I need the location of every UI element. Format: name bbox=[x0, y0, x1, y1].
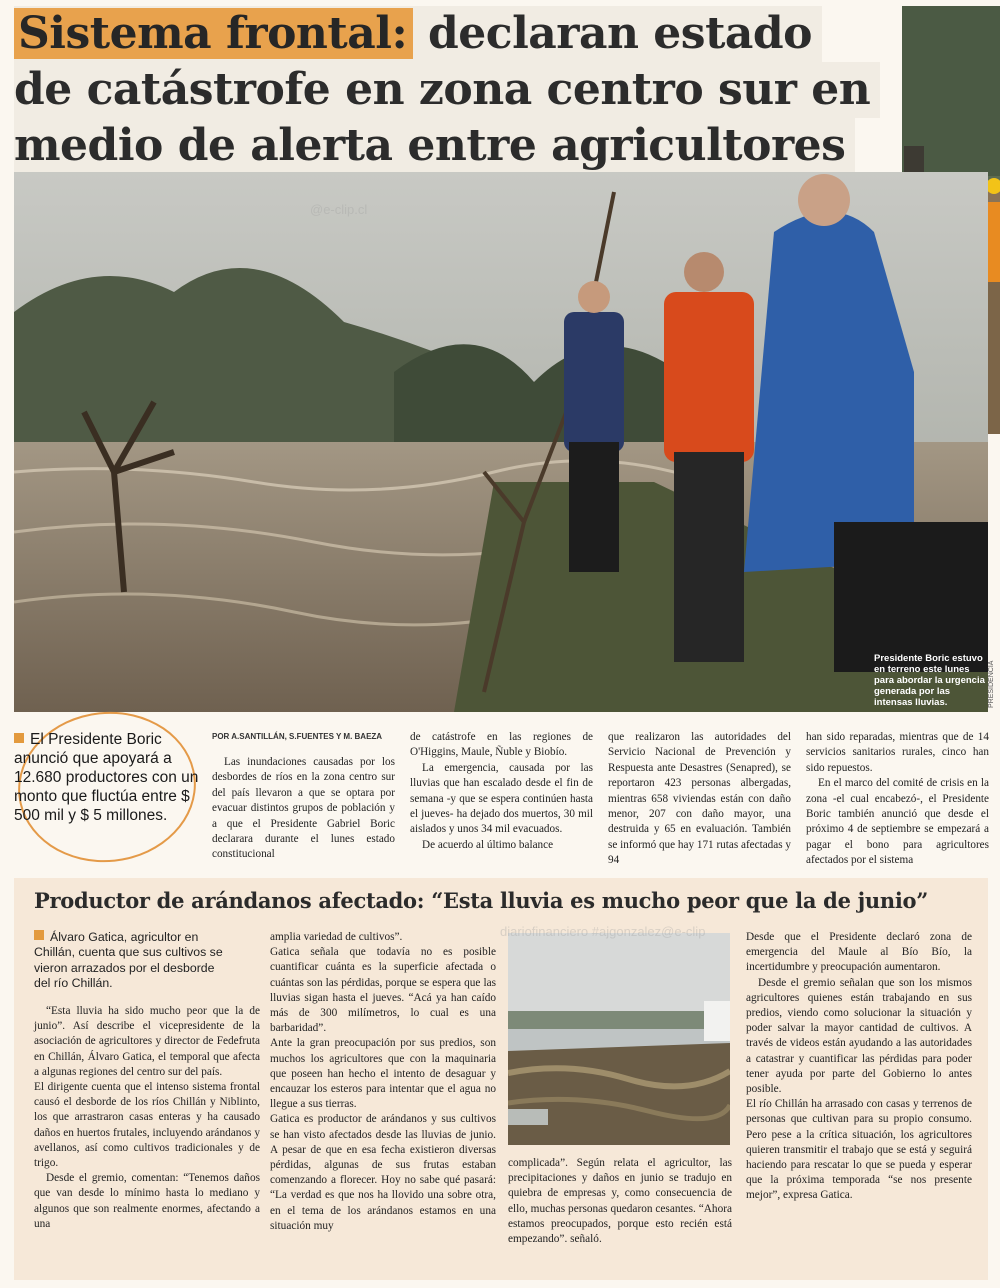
box-paragraph: Desde que el Presidente declaró zona de emergencia del Maule al Bío Bío, la incertidumbre y preocupación aumentaron. bbox=[746, 931, 972, 974]
box-col-3 bbox=[508, 1156, 732, 1247]
main-photo-illustration bbox=[14, 172, 988, 712]
photo-caption: Presidente Boric estuvo en terreno este lunes para abordar la urgencia generada por las intensas lluvias. bbox=[874, 653, 985, 708]
article-paragraph: de catástrofe en las regiones de O'Higgins, Maule, Ñuble y Biobío. bbox=[410, 731, 593, 759]
box-bullet bbox=[34, 930, 44, 940]
headline-line-1 bbox=[14, 6, 822, 62]
lead-bullet bbox=[14, 733, 24, 743]
headline-kicker: Sistema frontal: bbox=[14, 8, 413, 59]
byline: POR A.SANTILLÁN, S.FUENTES Y M. BAEZA bbox=[212, 732, 383, 741]
article-col-4 bbox=[806, 730, 989, 869]
box-paragraph: complicada”. Según relata el agricultor, las precipitaciones y daños en junio se tradujo en quiebra de empresas y, como consecuencia de ello, muchas personas quedaron cesantes. “Ahora estamos preocupados, porque esto recién está empezando”. señaló. bbox=[508, 1157, 732, 1246]
box-title: Productor de arándanos afectado: “Esta lluvia es mucho peor que la de junio” bbox=[34, 888, 929, 913]
box-col-1 bbox=[34, 1004, 260, 1232]
article-col-1 bbox=[212, 755, 395, 863]
box-paragraph: El río Chillán ha arrasado con casas y terrenos de personas que cultivan para su propio consumo. Pero pese a la crítica situación, los agricultores quieren transmitir el trabajo que se está y seguirá haciendo para rescatar lo que se pueda y esperar que la próxima temporada “se nos presente mejor”, expresa Gatica. bbox=[746, 1098, 972, 1202]
article-paragraph: que realizaron las autoridades del Servicio Nacional de Prevención y Respuesta ante Desastres (Senapred), se reportaron 423 personas albergadas, mientras 658 viviendas están con daño menor, 207 con daño mayor, una destruida y 65 en evaluación. También se informó que hay 171 rutas afectadas y 94 bbox=[608, 731, 791, 867]
photo-credit: PRESIDENCIA bbox=[988, 660, 995, 708]
box-col-2 bbox=[270, 930, 496, 1234]
headline bbox=[14, 6, 884, 174]
lead-summary bbox=[14, 730, 200, 825]
box-sub-lead-text: Álvaro Gatica, agricultor en Chillán, cuenta que sus cultivos se vieron arrazados por el desborde del río Chillán. bbox=[34, 930, 223, 990]
article-paragraph: Las inundaciones causadas por los desbordes de ríos en la zona centro sur del país llevaron a que se optara por evacuar distintos grupos de población y a que el Presidente Gabriel Boric declarara durante el lunes estado constitucional bbox=[212, 756, 395, 861]
article-paragraph: han sido reparadas, mientras que de 14 servicios sanitarios rurales, cinco han sido repuestos. bbox=[806, 731, 989, 774]
box-col-4 bbox=[746, 930, 972, 1204]
box-paragraph: Gatica señala que todavía no es posible cuantificar cuánta es la superficie afectada o cuántas son las pérdidas, porque se espera que las lluvias sigan hasta el jueves. “Acá ya han caído más de 300 milímetros, lo cual es una barbaridad”. bbox=[270, 946, 496, 1035]
box-paragraph: amplia variedad de cultivos”. bbox=[270, 931, 403, 943]
box-paragraph: Ante la gran preocupación por sus predios, son muchos los agricultores que con la maquinaria que poseen han hecho el intento de desaguar y encauzar los esteros para intentar que el agua no llegue a sus tierras. bbox=[270, 1037, 496, 1111]
box-sub-lead bbox=[34, 930, 230, 991]
lead-text: El Presidente Boric anunció que apoyará a 12.680 productores con un monto que fluctúa entre $ 500 mil y $ 5 millones. bbox=[14, 731, 199, 824]
box-paragraph: “Esta lluvia ha sido mucho peor que la de junio”. Así describe el vicepresidente de la asociación de agricultores y director de Fedefruta en Chillán, Álvaro Gatica, el temporal que afecta a algunas regiones del centro sur del país. bbox=[34, 1005, 260, 1078]
watermark-2: diariofinanciero #ajgonzalez@e-clip bbox=[500, 924, 706, 939]
flooded-field-photo bbox=[508, 933, 730, 1145]
box-paragraph: Gatica es productor de arándanos y sus cultivos se han visto afectados desde las lluvias de junio. A pesar de que en esa fecha existieron diversas pérdidas, algunas de sus frutas estaban comenzando a florecer. Hoy no sabe qué pasará: “La verdad es que nos ha llovido una sobre otra, en el tema de los arándanos estamos en una situación muy bbox=[270, 1113, 496, 1232]
article-paragraph: En el marco del comité de crisis en la zona -el cual encabezó-, el Presidente Boric también anunció que desde el próximo 4 de septiembre se empezará a pagar el bono para agricultores afectados por el sistema bbox=[806, 777, 989, 867]
headline-line-3: medio de alerta entre agricultores bbox=[14, 118, 855, 174]
headline-line1-text: declaran estado bbox=[428, 8, 813, 59]
watermark-1: @e-clip.cl bbox=[310, 202, 368, 217]
article-col-2 bbox=[410, 730, 593, 853]
box-paragraph: Desde el gremio señalan que son los mismos agricultores quienes están trabajando en sus predios, viendo como solucionar la situación y poder salvar la mayor cantidad de cultivos. A través de videos están ayudando a las autoridades a catastrar y cuantificar las pérdidas para poder tener ayuda por parte del Gobierno lo antes posible. bbox=[746, 976, 972, 1096]
article-col-3 bbox=[608, 730, 791, 869]
article-paragraph: La emergencia, causada por las lluvias que han escalado desde el fin de semana -y que se espera continúen hasta el jueves- ha dejado dos muertos, 30 mil aislados y unos 34 mil evacuados. bbox=[410, 761, 593, 836]
box-paragraph: Desde el gremio, comentan: “Tenemos daños que van desde lo mínimo hasta lo mediano y algunos que son realmente enormes, afectando a una bbox=[34, 1172, 260, 1230]
box-paragraph: El dirigente cuenta que el intenso sistema frontal causó el desborde de los ríos Chillán y Niblinto, los que arrastraron casas enteras y ha causado daños en huertos frutales, incluyendo arándanos y avellanos, así como cultivos tradicionales y de trigo. bbox=[34, 1081, 260, 1170]
main-photo-flood bbox=[14, 172, 988, 712]
headline-line-2: de catástrofe en zona centro sur en bbox=[14, 62, 880, 118]
flooded-field-illustration bbox=[508, 933, 730, 1145]
article-paragraph: De acuerdo al último balance bbox=[422, 838, 554, 851]
